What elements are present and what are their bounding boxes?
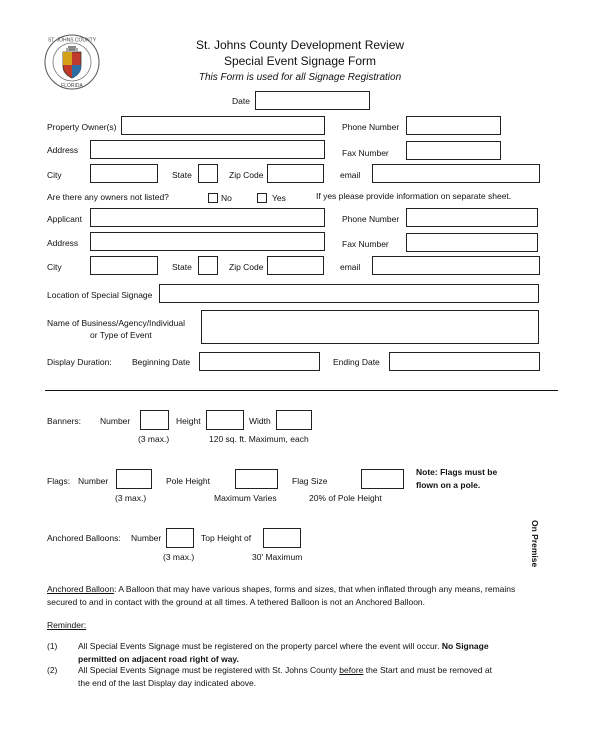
banners-height-field[interactable] (206, 410, 244, 430)
flags-note-line2: flown on a pole. (416, 480, 481, 490)
reminder-item2 (78, 664, 558, 689)
owner-fax-label: Fax Number (342, 148, 389, 158)
flags-label: Flags: (47, 476, 71, 486)
owner-state-label: State (172, 170, 192, 180)
top-height-label: Top Height of (201, 533, 252, 543)
top-height-field[interactable] (263, 528, 301, 548)
anchored-balloon-definition (47, 583, 557, 608)
owner-email-field[interactable] (372, 164, 540, 183)
flags-max-note: (3 max.) (115, 493, 147, 503)
balloon-max-note: (3 max.) (163, 552, 195, 562)
reminder-item2-line2: the end of the last Display day indicated above. (78, 677, 257, 688)
flag-size-field[interactable] (361, 469, 404, 489)
owner-zip-field[interactable] (267, 164, 324, 183)
if-yes-note: If yes please provide information on separate sheet. (316, 191, 512, 201)
business-label-line2: or Type of Event (90, 330, 152, 340)
applicant-address-field[interactable] (90, 232, 325, 251)
reminder-heading: Reminder: (47, 620, 87, 630)
pct-pole-note: 20% of Pole Height (309, 493, 382, 503)
owner-phone-label: Phone Number (342, 122, 400, 132)
balloon-number-field[interactable] (166, 528, 194, 548)
reminder-item1-text: All Special Events Signage must be registered on the property parcel where the event will occur. (78, 641, 440, 651)
ending-date-field[interactable] (389, 352, 540, 371)
owner-email-label: email (340, 170, 361, 180)
definition-line2: secured to and in contact with the ground at all times. A tethered Balloon is not an Anchored Balloon. (47, 596, 426, 607)
anchored-balloons-label: Anchored Balloons: (47, 533, 121, 543)
owner-state-field[interactable] (198, 164, 218, 183)
applicant-zip-label: Zip Code (229, 262, 264, 272)
banners-max-note: (3 max.) (138, 434, 170, 444)
no-checkbox[interactable] (208, 193, 218, 203)
other-owners-question: Are there any owners not listed? (47, 192, 169, 202)
seal-text-top: ST. JOHNS COUNTY (47, 37, 97, 44)
applicant-fax-field[interactable] (406, 233, 538, 252)
applicant-phone-field[interactable] (406, 208, 538, 227)
applicant-email-field[interactable] (372, 256, 540, 275)
owner-address-field[interactable] (90, 140, 325, 159)
section-divider (45, 390, 558, 391)
applicant-phone-label: Phone Number (342, 214, 400, 224)
yes-label: Yes (272, 193, 286, 203)
location-label: Location of Special Signage (47, 290, 153, 300)
pole-height-label: Pole Height (166, 476, 210, 486)
applicant-state-label: State (172, 262, 192, 272)
flags-number-label: Number (78, 476, 109, 486)
banners-height-label: Height (176, 416, 201, 426)
reminder-item1-bold1: No Signage (441, 641, 489, 651)
reminder-item2-number: (2) (47, 665, 58, 675)
owner-fax-field[interactable] (406, 141, 501, 160)
applicant-state-field[interactable] (198, 256, 218, 275)
pole-height-field[interactable] (235, 469, 278, 489)
business-field[interactable] (201, 310, 539, 344)
applicant-field[interactable] (90, 208, 325, 227)
applicant-address-label: Address (47, 238, 79, 248)
reminder-item2-pre: All Special Events Signage must be registered with St. Johns County (78, 665, 337, 675)
on-premise-label: On Premise (530, 520, 540, 568)
date-label: Date (232, 96, 250, 106)
owner-city-field[interactable] (90, 164, 158, 183)
max-varies-note: Maximum Varies (214, 493, 277, 503)
date-field[interactable] (255, 91, 370, 110)
ending-date-label: Ending Date (333, 357, 380, 367)
applicant-label: Applicant (47, 214, 82, 224)
applicant-email-label: email (340, 262, 361, 272)
balloon-number-label: Number (131, 533, 162, 543)
reminder-item2-underlined: before (339, 665, 364, 675)
owner-city-label: City (47, 170, 62, 180)
banners-label: Banners: (47, 416, 82, 426)
owner-phone-field[interactable] (406, 116, 501, 135)
banners-number-field[interactable] (140, 410, 169, 430)
display-duration-label: Display Duration: (47, 357, 112, 367)
applicant-city-field[interactable] (90, 256, 158, 275)
thirty-max-note: 30' Maximum (252, 552, 303, 562)
owner-zip-label: Zip Code (229, 170, 264, 180)
banners-width-field[interactable] (276, 410, 312, 430)
flag-size-label: Flag Size (292, 476, 328, 486)
form-title: St. Johns County Development Review (195, 38, 405, 52)
applicant-zip-field[interactable] (267, 256, 324, 275)
banners-number-label: Number (100, 416, 131, 426)
definition-term: Anchored Balloon (47, 584, 115, 594)
property-owner-label: Property Owner(s) (47, 122, 117, 132)
property-owner-field[interactable] (121, 116, 325, 135)
flags-note-line1: Note: Flags must be (416, 467, 498, 477)
reminder-item1-bold2: permitted on adjacent road right of way. (78, 653, 239, 664)
form-subtitle: Special Event Signage Form (223, 54, 377, 68)
applicant-city-label: City (47, 262, 62, 272)
seal-text-bottom: FLORIDA (61, 83, 83, 89)
form-tagline: This Form is used for all Signage Registration (198, 72, 402, 83)
banners-sqft-note: 120 sq. ft. Maximum, each (209, 434, 309, 444)
no-label: No (221, 193, 232, 203)
banners-width-label: Width (249, 416, 271, 426)
owner-address-label: Address (47, 145, 79, 155)
definition-line1: : A Balloon that may have various shapes, forms and sizes, that when inflated through any means, remains (114, 584, 516, 594)
business-label-line1: Name of Business/Agency/Individual (47, 318, 185, 328)
location-field[interactable] (159, 284, 539, 303)
reminder-item1-number: (1) (47, 641, 58, 651)
reminder-item1 (78, 640, 558, 665)
applicant-fax-label: Fax Number (342, 239, 389, 249)
flags-number-field[interactable] (116, 469, 152, 489)
reminder-item2-post: the Start and must be removed at (365, 665, 492, 675)
beginning-date-label: Beginning Date (132, 357, 191, 367)
yes-checkbox[interactable] (257, 193, 267, 203)
beginning-date-field[interactable] (199, 352, 320, 371)
